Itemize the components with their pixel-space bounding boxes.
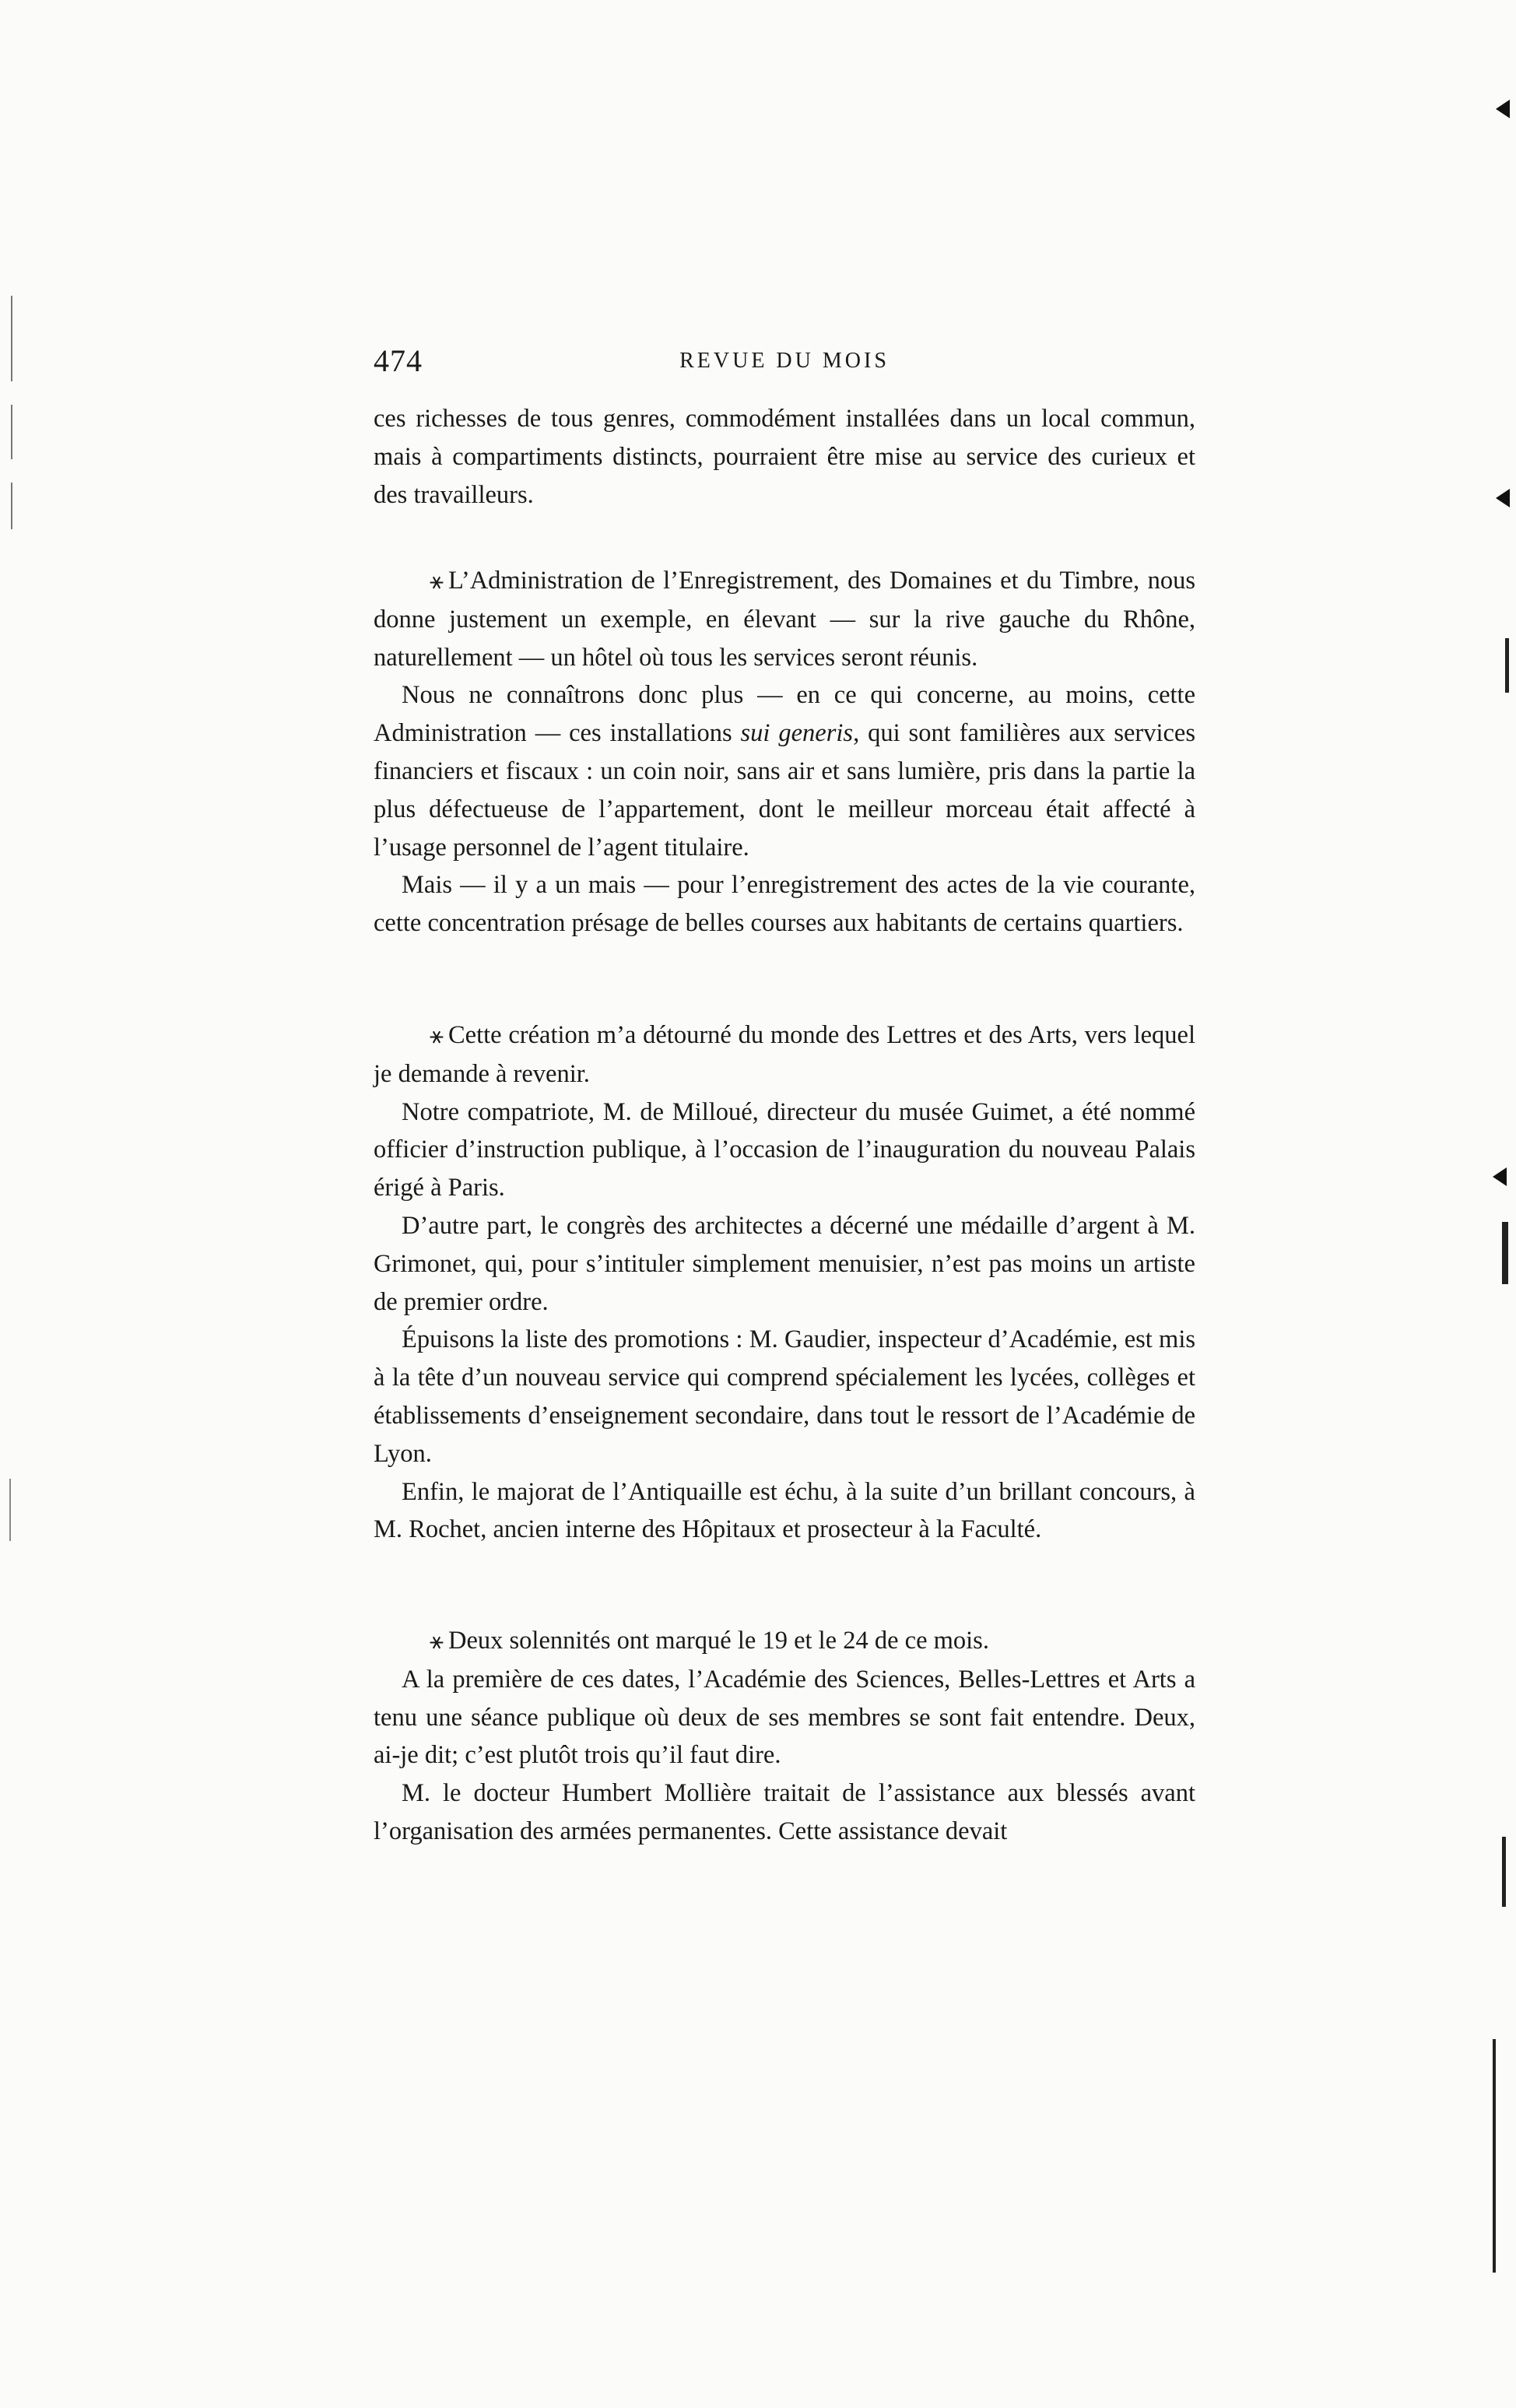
paragraph: Nous ne connaîtrons donc plus — en ce qui concerne, au moins, cette Administration — ces installations sui generis, qui sont familières aux services financiers et fiscaux : un coin noir, sans air et sans lumière, pris dans la partie la plus défectueuse de l’appartement, dont le meilleur morceau était affecté à l’usage personnel de l’agent titulaire. (374, 681, 1195, 862)
paragraph: M. le docteur Humbert Mollière traitait de l’assistance aux blessés avant l’organisation des armées permanentes. Cette assistance devait (374, 1779, 1195, 1845)
scan-mark-icon (1496, 489, 1510, 507)
paragraph: Enfin, le majorat de l’Antiquaille est échu, à la suite d’un brillant concours, à M. Rochet, ancien interne des Hôpitaux et prosecteur à la Faculté. (374, 1477, 1195, 1544)
scan-line-icon (11, 483, 12, 529)
scan-line-icon (1502, 1837, 1506, 1907)
scan-line-icon (11, 296, 12, 381)
text-block-1 (374, 400, 1195, 514)
scan-mark-icon (1493, 1167, 1507, 1186)
scan-line-icon (1493, 2039, 1496, 2273)
text-block-4 (374, 1622, 1195, 1851)
paragraph: ⚹ Deux solennités ont marqué le 19 et le 24 de ce mois. (374, 1622, 1195, 1661)
paragraph: Épuisons la liste des promotions : M. Gaudier, inspecteur d’Académie, est mis à la tête d’un nouveau service qui comprend spécialement les lycées, collèges et établissements d’enseignement secondaire, dans tout le ressort de l’Académie de Lyon. (374, 1325, 1195, 1468)
scan-line-icon (1502, 1222, 1508, 1284)
text-block-2 (374, 562, 1195, 942)
scan-line-icon (11, 405, 12, 459)
paragraph: A la première de ces dates, l’Académie des Sciences, Belles-Lettres et Arts a tenu une séance publique où deux de ses membres se sont fait entendre. Deux, ai-je dit; c’est plutôt trois qu’il faut dire. (374, 1665, 1195, 1770)
text-block-3 (374, 1016, 1195, 1549)
paragraph: ⚹ Cette création m’a détourné du monde des Lettres et des Arts, vers lequel je demande à revenir. (374, 1016, 1195, 1093)
asterism-icon: ⚹ (430, 1628, 444, 1654)
paragraph: ⚹ L’Administration de l’Enregistrement, des Domaines et du Timbre, nous donne justement un exemple, en élevant — sur la rive gauche du Rhône, naturellement — un hôtel où tous les services seront réunis. (374, 562, 1195, 676)
running-head: REVUE DU MOIS (679, 349, 890, 373)
page-header (374, 342, 1195, 389)
paragraph: Mais — il y a un mais — pour l’enregistrement des actes de la vie courante, cette concentration présage de belles courses aux habitants de certains quartiers. (374, 871, 1195, 938)
paragraph: Notre compatriote, M. de Milloué, directeur du musée Guimet, a été nommé officier d’instruction publique, à l’occasion de l’inauguration du nouveau Palais érigé à Paris. (374, 1097, 1195, 1202)
scan-line-icon (1505, 638, 1509, 693)
scan-mark-icon (1496, 100, 1510, 118)
paragraph: ces richesses de tous genres, commodément installées dans un local commun, mais à compartiments distincts, pourraient être mise au service des curieux et des travailleurs. (374, 405, 1195, 509)
asterism-icon: ⚹ (430, 1023, 444, 1048)
asterism-icon: ⚹ (430, 568, 444, 594)
page-number: 474 (374, 343, 423, 378)
paragraph: D’autre part, le congrès des architectes a décerné une médaille d’argent à M. Grimonet, qui, pour s’intituler simplement menuisier, n’est pas moins un artiste de premier ordre. (374, 1211, 1195, 1316)
scan-line-icon (9, 1479, 11, 1541)
